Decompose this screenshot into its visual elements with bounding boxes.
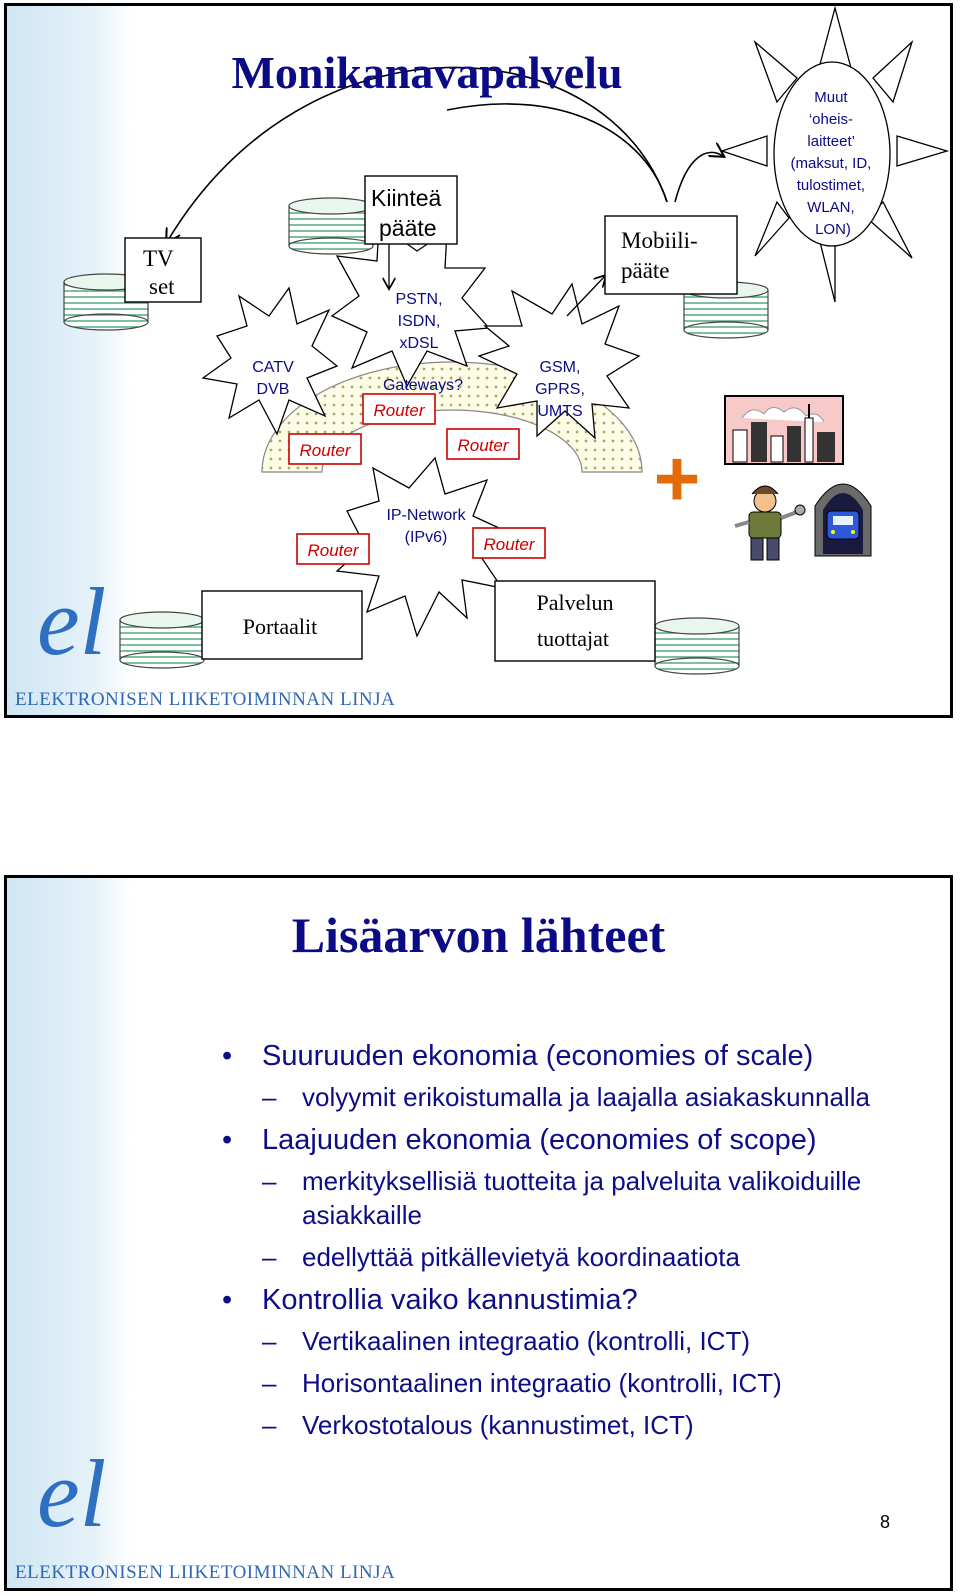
slide-network-diagram <box>4 3 953 718</box>
palvelun-label-2: tuottajat <box>536 626 610 651</box>
ip-label-2: (IPv6) <box>404 529 448 546</box>
gsm-label-2: GPRS, <box>535 381 585 398</box>
pstn-label-2: ISDN, <box>397 313 441 330</box>
bullet-list <box>222 1038 910 1450</box>
router-label-left: Router <box>299 441 351 460</box>
gateways-label: Gateways? <box>382 377 464 394</box>
slide-value-sources <box>4 875 953 1591</box>
page-number: 8 <box>879 1512 890 1532</box>
plus-sign: + <box>653 434 701 523</box>
sub-bullet-item: – edellyttää pitkällevietyä koordinaatiota <box>222 1240 910 1274</box>
city-clipart-icon <box>725 396 843 464</box>
ip-label-1: IP-Network <box>386 507 466 524</box>
tv-label-2: set <box>149 274 175 299</box>
svg-text:PSTN,ISDN,xDSL <box>395 291 442 352</box>
cylinder-palvelun <box>655 618 739 674</box>
worker-clipart-icon <box>735 486 805 560</box>
mobiili-label-2: pääte <box>621 258 670 283</box>
sub-bullet-item: – merkityksellisiä tuotteita ja palveluita valikoiduille asiakkaille <box>222 1164 910 1232</box>
pstn-label-1: PSTN, <box>395 291 443 308</box>
sub-bullet-item: – Vertikaalinen integraatio (kontrolli, ICT) <box>222 1324 910 1358</box>
catv-label-2: DVB <box>256 381 290 398</box>
portaalit-label: Portaalit <box>242 614 318 639</box>
pstn-label-3: xDSL <box>399 335 439 352</box>
slide2-title: Lisäarvon lähteet <box>291 907 666 963</box>
muut-label-3: laitteet’ <box>807 133 855 150</box>
muut-label-4: (maksut, ID, <box>790 155 872 172</box>
gsm-label-3: UMTS <box>537 403 583 420</box>
kiintea-label-2: pääte <box>379 215 437 241</box>
muut-label-7: LON) <box>815 221 851 238</box>
mobile-to-sun-arrow <box>675 152 723 202</box>
sub-bullet-item: – Verkostotalous (kannustimet, ICT) <box>222 1408 910 1442</box>
router-label-ip-right: Router <box>483 535 535 554</box>
gsm-label-1: GSM, <box>539 359 581 376</box>
network-diagram <box>7 6 950 715</box>
palvelun-label-1: Palvelun <box>536 590 614 615</box>
svg-text:GSM,GPRS,UMTS <box>535 359 585 420</box>
train-tunnel-clipart-icon <box>815 484 871 556</box>
bullet-item: • Suuruuden ekonomia (economies of scale) <box>222 1038 910 1074</box>
router-label-gateway: Router <box>373 401 425 420</box>
cylinder-portaalit <box>120 612 204 668</box>
slide1-title: Monikanavapalvelu <box>231 47 623 98</box>
brand-text: ELEKTRONISEN LIIKETOIMINNAN LINJA <box>15 689 396 710</box>
sub-bullet-item: – volyymit erikoistumalla ja laajalla asiakaskunnalla <box>222 1080 910 1114</box>
muut-label-6: WLAN, <box>807 199 855 216</box>
muut-label-2: ‘oheis- <box>808 111 854 128</box>
el-logo: el <box>37 568 107 675</box>
cylinder-kiintea <box>289 198 373 254</box>
catv-label-1: CATV <box>252 359 294 376</box>
muut-label-5: tulostimet, <box>796 177 866 194</box>
brand-text: ELEKTRONISEN LIIKETOIMINNAN LINJA <box>15 1562 396 1583</box>
router-label-right: Router <box>457 436 509 455</box>
el-logo: el <box>37 1440 107 1547</box>
bullet-item: • Kontrollia vaiko kannustimia? <box>222 1282 910 1318</box>
bullet-item: • Laajuuden ekonomia (economies of scope) <box>222 1122 910 1158</box>
mobile-arrow-left <box>447 104 667 202</box>
kiintea-label-1: Kiinteä <box>371 185 442 211</box>
muut-label-1: Muut <box>814 89 848 106</box>
tv-label-1: TV <box>143 246 174 271</box>
sub-bullet-item: – Horisontaalinen integraatio (kontrolli, ICT) <box>222 1366 910 1400</box>
router-label-ip-left: Router <box>307 541 359 560</box>
mobiili-label-1: Mobiili- <box>621 228 698 253</box>
